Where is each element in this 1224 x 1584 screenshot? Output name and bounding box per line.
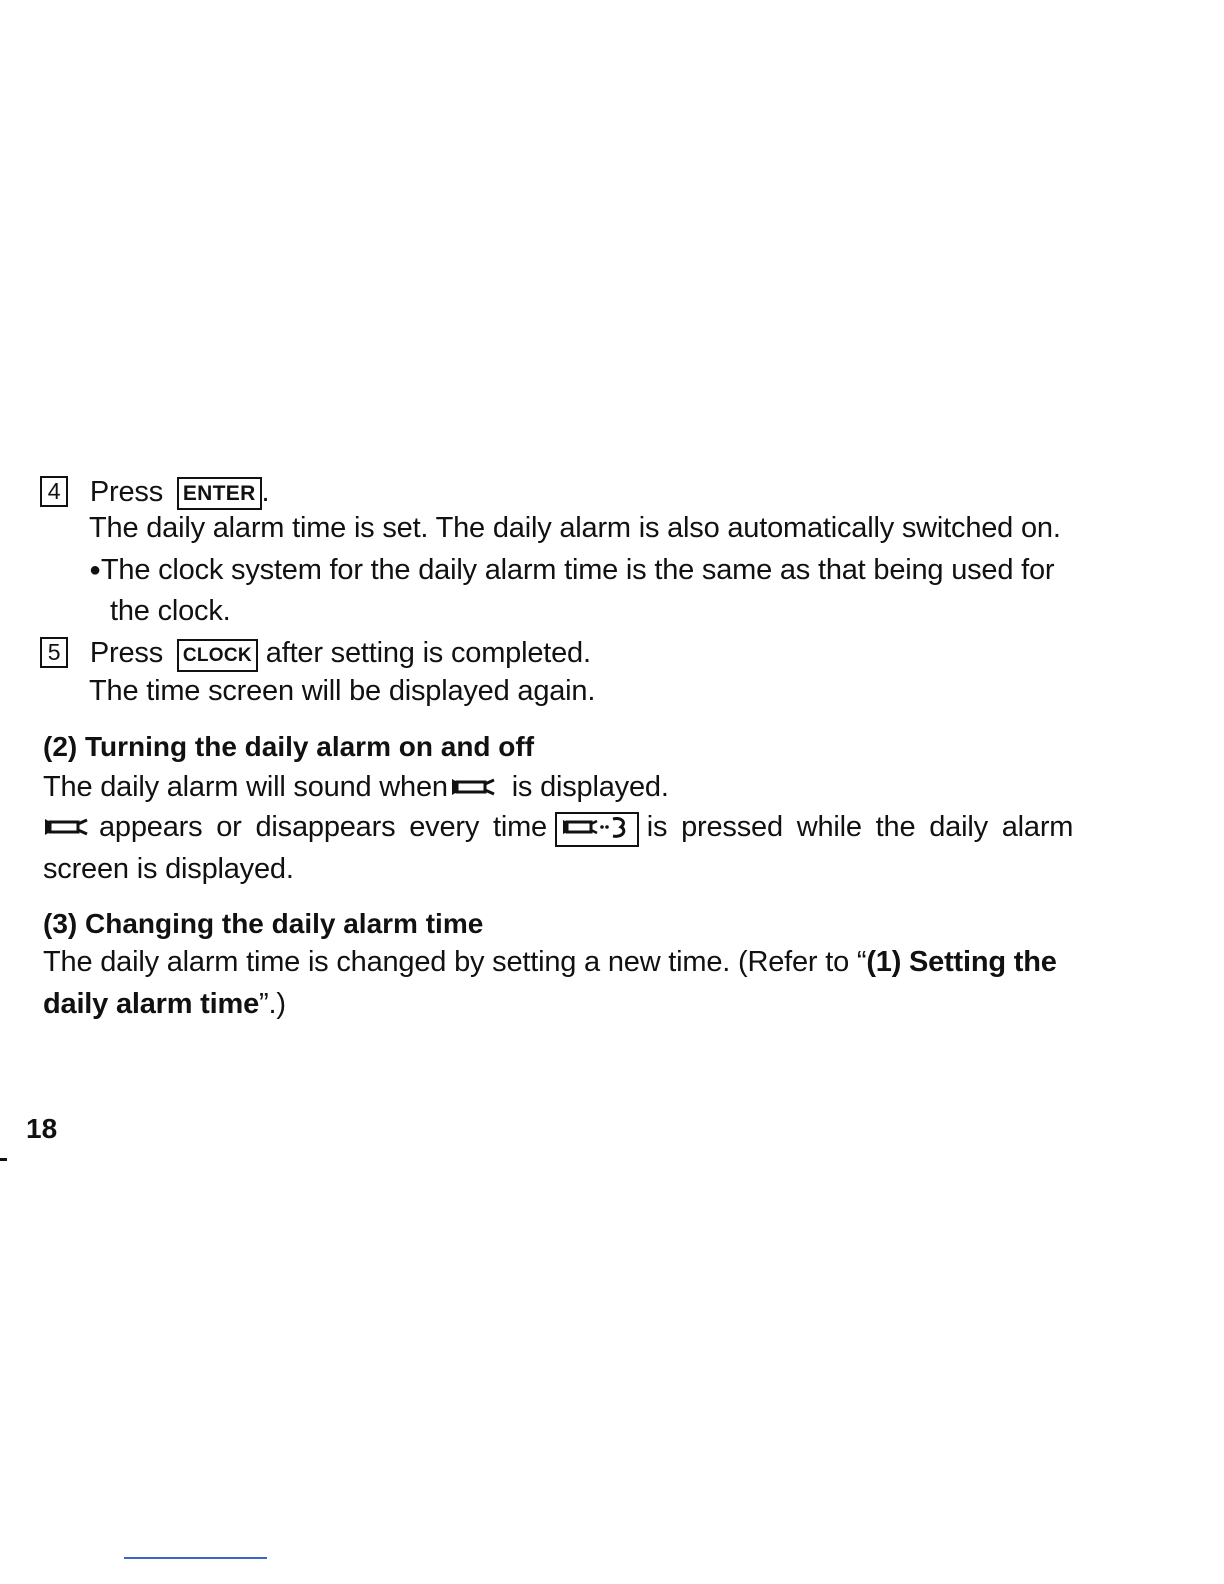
- step4-number: 4: [40, 476, 68, 507]
- section3-line1: [43, 944, 1057, 980]
- step5-line: [40, 635, 591, 672]
- step5-number: 5: [40, 637, 68, 668]
- step4-line: [40, 474, 269, 510]
- section2-line2-after: is pressed while the daily alarm: [646, 811, 1074, 843]
- alarm-horn-icon: [448, 771, 504, 807]
- page-number: 18: [26, 1113, 58, 1144]
- section3-reference-bold: (1) Setting the: [866, 946, 1057, 978]
- margin-mark: [0, 1158, 7, 1161]
- section2-line1-after: is displayed.: [511, 771, 669, 803]
- section3-line2-after: ”.): [259, 988, 286, 1020]
- section2-line1: [43, 769, 669, 807]
- step5-after-key: after setting is completed.: [265, 637, 591, 669]
- section2-line2-before: appears or disappears every time: [99, 811, 547, 843]
- enter-key: ENTER: [177, 477, 262, 510]
- step4-press-label: Press: [89, 476, 163, 508]
- step5-result: The time screen will be displayed again.: [89, 675, 596, 707]
- section2-line2: [43, 809, 1073, 847]
- section3-line1-before: The daily alarm time is changed by setting a new time. (Refer to “: [43, 946, 867, 978]
- step4-result: The daily alarm time is set. The daily alarm is also automatically switched on.: [89, 512, 1061, 544]
- alarm-horn-icon: [43, 811, 99, 847]
- section3-heading: (3) Changing the daily alarm time: [43, 908, 484, 939]
- bullet-dot-icon: ●: [89, 559, 101, 581]
- step4-bullet-text: The clock system for the daily alarm time is the same as that being used for: [100, 554, 1055, 586]
- step4-bullet: [89, 552, 1054, 588]
- step4-period: .: [261, 476, 270, 508]
- alarm-key-icon: [555, 812, 639, 847]
- section2-heading: (2) Turning the daily alarm on and off: [43, 731, 535, 762]
- step4-bullet-continuation: the clock.: [110, 595, 231, 627]
- section3-reference-bold-cont: daily alarm time: [43, 988, 260, 1020]
- footer-rule: [124, 1557, 267, 1559]
- clock-key: CLOCK: [177, 639, 258, 672]
- section2-line1-before: The daily alarm will sound when: [43, 771, 448, 803]
- section3-line2: [43, 986, 286, 1022]
- step5-press-label: Press: [89, 637, 163, 669]
- section2-line3: screen is displayed.: [43, 853, 294, 885]
